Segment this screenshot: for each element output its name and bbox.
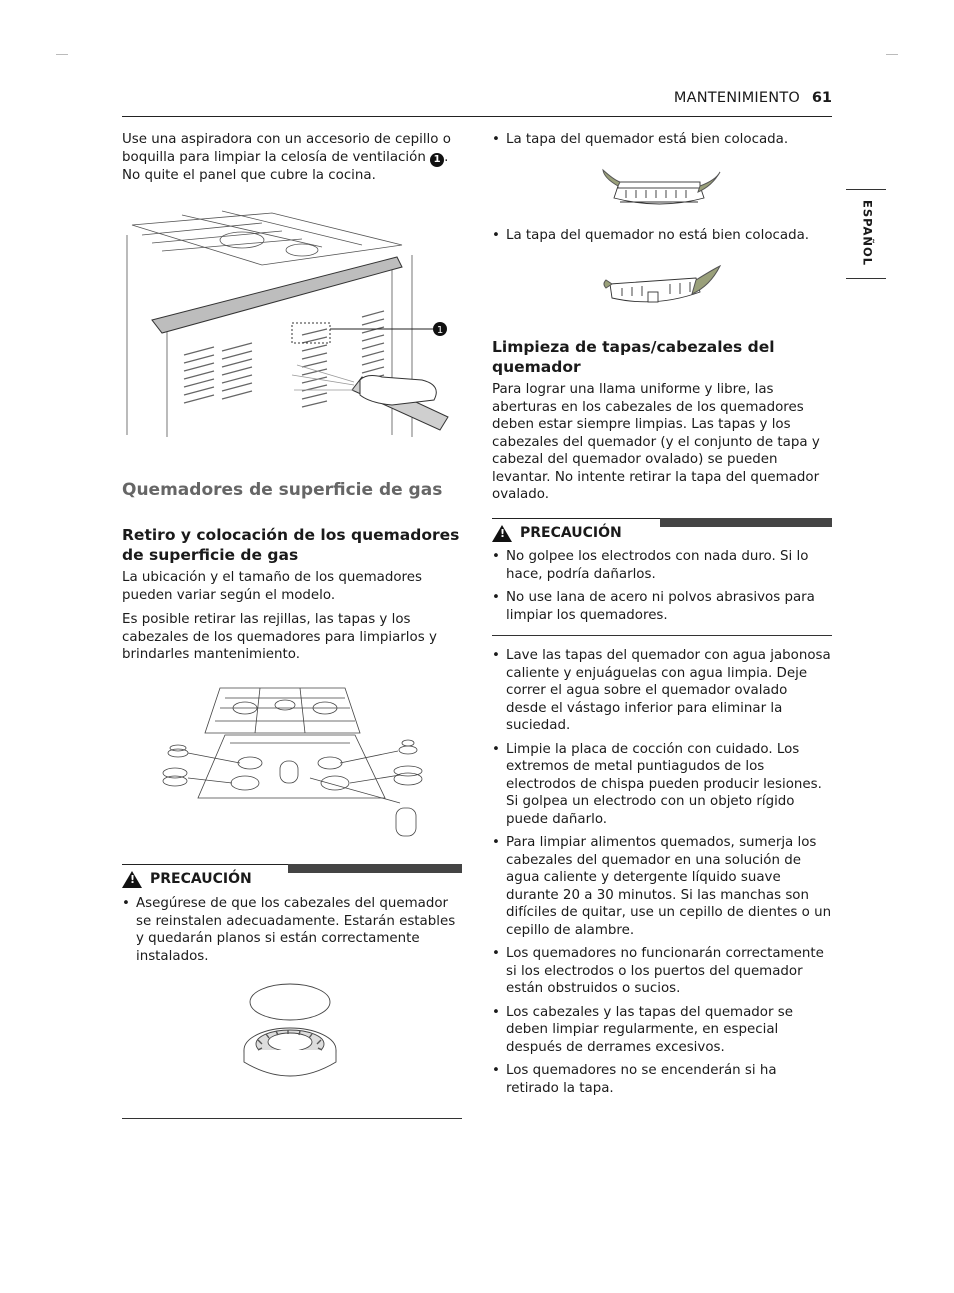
caution-list <box>492 548 832 630</box>
cooktop-burner-illustration <box>160 683 430 843</box>
range-vent-illustration <box>122 205 462 445</box>
caution-list <box>122 895 462 971</box>
cleaning-item: • Los quemadores no funcionarán correctamente si los electrodos o los puertos del quemador están obstruidos o sucios. <box>492 945 832 998</box>
paragraph-location: La ubicación y el tamaño de los quemadores pueden variar según el modelo. <box>122 570 422 603</box>
bullet-cap-correct: • La tapa del quemador está bien colocada. <box>492 131 832 149</box>
caution-item: • Asegúrese de que los cabezales del quemador se reinstalen adecuadamente. Estarán estables y quedarán planos si están correctamente instalados. <box>122 895 462 965</box>
crop-mark <box>886 54 898 55</box>
warning-icon: ! <box>122 871 142 888</box>
figure-callout: 1 <box>436 325 444 336</box>
page-header <box>122 90 832 117</box>
bullet-cap-incorrect: • La tapa del quemador no está bien colocada. <box>492 227 832 245</box>
section-title: Quemadores de superficie de gas <box>122 480 443 500</box>
cleaning-item: • Limpie la placa de cocción con cuidado. Los extremos de metal puntiagudos de los electrodos de chispa pueden producir lesiones. Si golpea un electrodo con un objeto rígido puede dañarlo. <box>492 741 832 829</box>
burner-cap-head-illustration <box>238 978 338 1090</box>
caution-title: PRECAUCIÓN <box>520 525 622 541</box>
cleaning-item: • Para limpiar alimentos quemados, sumerja los cabezales del quemador en una solución de agua caliente y detergente líquido suave durante 20 a 30 minutos. Si las manchas son difíciles de quitar, use un cepillo de dientes o un cepillo de alambre. <box>492 834 832 939</box>
intro-paragraph <box>122 131 462 184</box>
subsection-title-removal: Retiro y colocación de los quemadores de superficie de gas <box>122 526 460 564</box>
caution-header <box>122 871 462 889</box>
cleaning-item: • Los quemadores no se encenderán si ha retirado la tapa. <box>492 1062 832 1097</box>
paragraph-cleaning: Para lograr una llama uniforme y libre, las aberturas en los cabezales de los quemadores deben estar siempre limpias. Las tapas y los cabezales del quemador (y el conjunto de tapa y cabezal del quemador ovalado) se pueden levantar. No intente retirar la tapa del quemador ovalado. <box>492 382 820 502</box>
cap-placement-correct <box>492 131 832 155</box>
paragraph-removal: Es posible retirar las rejillas, las tapas y los cabezales de los quemadores para limpiarlos y brindarles mantenimiento. <box>122 612 437 662</box>
intro-text: Use una aspiradora con un accesorio de cepillo o boquilla para limpiar la celosía de ventilación <box>122 132 451 165</box>
cap-placement-incorrect <box>492 227 832 251</box>
page-number: 61 <box>811 90 832 106</box>
column-end-rule <box>122 1118 462 1119</box>
language-label: ESPAÑOL <box>860 200 875 267</box>
language-tab <box>846 189 886 279</box>
caution-end-rule <box>492 635 832 636</box>
warning-icon: ! <box>492 525 512 542</box>
cleaning-list <box>492 647 832 1103</box>
callout-marker: 1 <box>430 153 444 167</box>
cleaning-item: • Lave las tapas del quemador con agua jabonosa caliente y enjuáguelas con agua limpia. Deje correr el agua sobre el quemador ovalado desde el vástago inferior para eliminar la suciedad. <box>492 647 832 735</box>
cleaning-item: • Los cabezales y las tapas del quemador se deben limpiar regularmente, en especial después de derrames excesivos. <box>492 1004 832 1057</box>
section-name: MANTENIMIENTO <box>673 90 800 106</box>
caution-item: • No use lana de acero ni polvos abrasivos para limpiar los quemadores. <box>492 589 832 624</box>
crop-mark <box>56 54 68 55</box>
caution-header <box>492 525 832 543</box>
cap-incorrect-illustration <box>600 264 725 312</box>
subsection-title-cleaning: Limpieza de tapas/cabezales del quemador <box>492 338 775 376</box>
intro-text-end: . No quite el panel que cubre la cocina. <box>122 149 449 183</box>
cap-correct-illustration <box>600 168 725 213</box>
caution-item: • No golpee los electrodos con nada duro. Si lo hace, podría dañarlos. <box>492 548 832 583</box>
caution-title: PRECAUCIÓN <box>150 871 252 887</box>
